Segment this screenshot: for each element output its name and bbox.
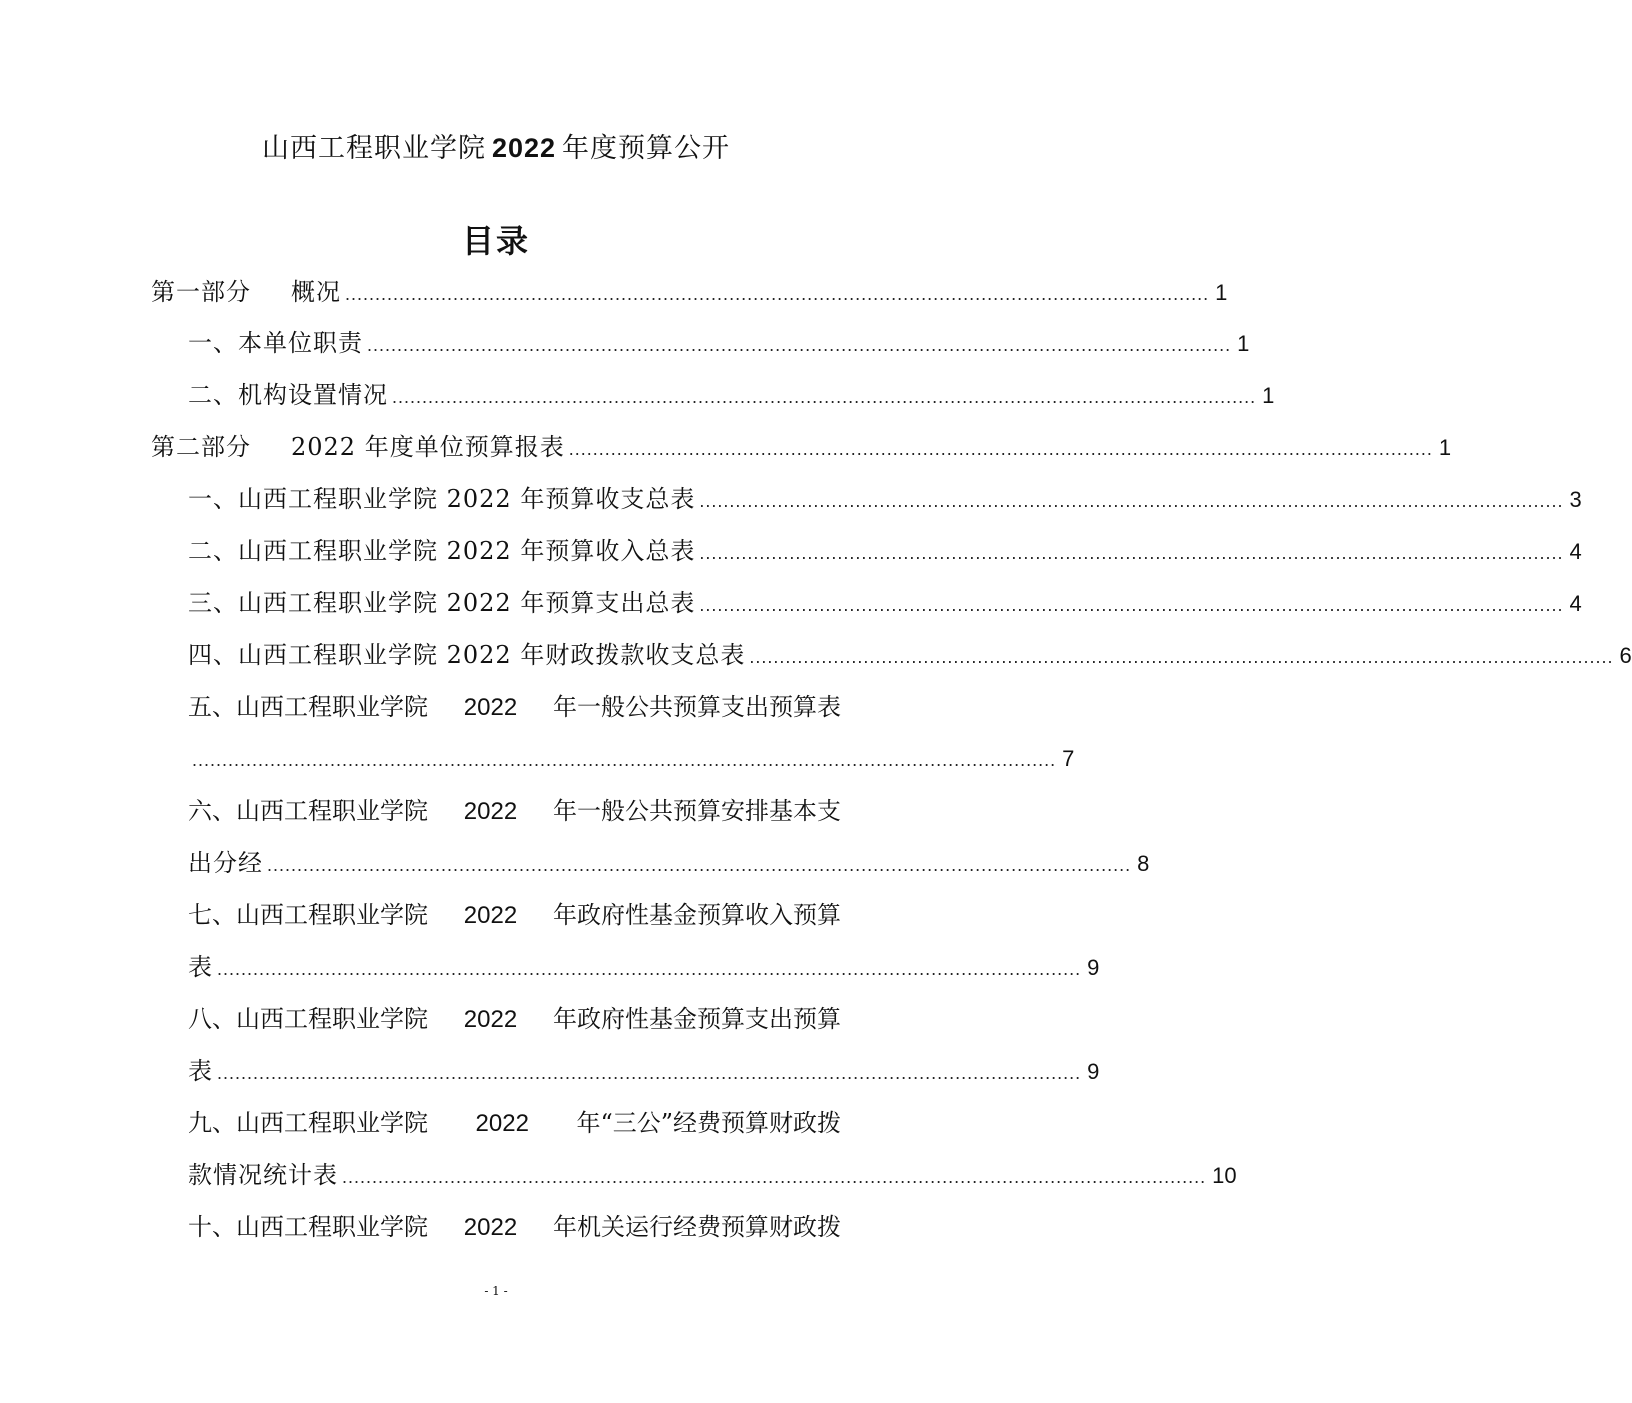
- toc-entry-text: 款情况统计表: [188, 1161, 338, 1189]
- toc-entry-text: 表: [188, 1057, 213, 1085]
- toc-leader-dots: ................................................................................................................................................: [392, 387, 1257, 407]
- toc-entry-text: 一、本单位职责: [188, 329, 363, 357]
- toc-entry-part-2[interactable]: [151, 427, 1452, 467]
- toc-entry-text: 年政府性基金预算支出预算: [552, 1005, 841, 1033]
- toc-entry-text: 八、山西工程职业学院: [188, 1005, 428, 1033]
- toc-page-number: 1: [1215, 280, 1228, 305]
- toc-leader-dots: ................................................................................................................................................: [699, 595, 1564, 615]
- toc-entry-line-1[interactable]: [188, 999, 841, 1039]
- toc-entry-text: 九、山西工程职业学院: [188, 1109, 428, 1137]
- toc-entry-text: 十、山西工程职业学院: [188, 1213, 428, 1241]
- toc-entry-text: 年一般公共预算安排基本支: [552, 797, 841, 825]
- toc-entry-text: 五、山西工程职业学院: [188, 693, 428, 721]
- toc-entry-text: 年“三公”经费预算财政拨: [576, 1109, 841, 1137]
- toc-leader-dots: ................................................................................................................................................: [699, 491, 1564, 511]
- toc-entry[interactable]: [188, 583, 1582, 623]
- toc-leader-dots: ................................................................................................................................................: [217, 959, 1082, 979]
- toc-entry[interactable]: [188, 531, 1582, 571]
- toc-entry-text: 第一部分 概况: [151, 278, 341, 306]
- toc-entry[interactable]: [188, 323, 1250, 363]
- toc-entry-text: 三、山西工程职业学院 2022 年预算支出总表: [188, 589, 696, 617]
- toc-leader-dots: ................................................................................................................................................: [267, 855, 1132, 875]
- toc-entry-line-2[interactable]: [188, 843, 1150, 883]
- toc-entry-text: 表: [188, 953, 213, 981]
- toc-leader-dots: ................................................................................................................................................: [345, 284, 1210, 304]
- toc-entry-text: 二、山西工程职业学院 2022 年预算收入总表: [188, 537, 696, 565]
- toc-entry-text: 年政府性基金预算收入预算: [552, 901, 841, 929]
- toc-page-number: 3: [1569, 487, 1582, 512]
- toc-entry-line-1[interactable]: [188, 1103, 841, 1143]
- toc-entry-text: 年一般公共预算支出预算表: [552, 693, 841, 721]
- toc-entry-year: 2022: [463, 694, 518, 721]
- toc-leader-dots: ................................................................................................................................................: [699, 543, 1564, 563]
- toc-page-number: 4: [1569, 591, 1582, 616]
- toc-page-number: 7: [1062, 746, 1075, 771]
- toc-leader-dots: ................................................................................................................................................: [342, 1167, 1207, 1187]
- toc-page-number: 1: [1438, 435, 1452, 460]
- toc-entry-text: 年机关运行经费预算财政拨: [552, 1213, 841, 1241]
- toc-entry-text: 出分经: [188, 849, 263, 877]
- toc-page-number: 1: [1237, 331, 1250, 356]
- toc-page-number: 10: [1212, 1163, 1237, 1188]
- toc-entry-line-1[interactable]: [188, 1207, 841, 1247]
- toc-entry-year: 2022: [463, 1214, 518, 1241]
- toc-entry-year: 2022: [463, 1006, 518, 1033]
- toc-page-number: 8: [1137, 851, 1150, 876]
- toc-entry-line-1[interactable]: [188, 895, 841, 935]
- toc-entry-line-2[interactable]: [188, 947, 1100, 987]
- toc-page-number: 9: [1087, 1059, 1100, 1084]
- toc-entry-text: 第二部分 2022 年度单位预算报表: [151, 433, 565, 461]
- toc-leader-dots: ................................................................................................................................................: [367, 335, 1232, 355]
- page-footer-number: - 1 -: [484, 1284, 508, 1298]
- toc-entry-line-1[interactable]: [188, 687, 841, 727]
- toc-entry[interactable]: [188, 375, 1275, 415]
- toc-entry-text: 二、机构设置情况: [188, 381, 388, 409]
- toc-entry-text: 一、山西工程职业学院 2022 年预算收支总表: [188, 485, 696, 513]
- toc-entry-year: 2022: [463, 902, 518, 929]
- title-year: 2022: [491, 133, 557, 163]
- title-prefix: 山西工程职业学院: [261, 133, 486, 164]
- toc-entry-text: 六、山西工程职业学院: [188, 797, 428, 825]
- toc-leader-dots: ................................................................................................................................................: [749, 647, 1614, 667]
- toc-entry-text: 四、山西工程职业学院 2022 年财政拨款收支总表: [188, 641, 746, 669]
- toc-entry-part-1[interactable]: [151, 272, 1228, 312]
- toc-entry[interactable]: [188, 479, 1582, 519]
- toc-page-number: 1: [1262, 383, 1275, 408]
- toc-entry-year: 2022: [463, 798, 518, 825]
- toc-page-number: 6: [1619, 643, 1632, 668]
- toc-entry-line-1[interactable]: [188, 791, 841, 831]
- toc-entry-year: 2022: [475, 1110, 529, 1137]
- toc-entry-text: 七、山西工程职业学院: [188, 901, 428, 929]
- toc-entry-line-2[interactable]: [188, 739, 1075, 779]
- toc-page-number: 4: [1569, 539, 1582, 564]
- toc-leader-dots: ................................................................................................................................................: [192, 750, 1057, 770]
- toc-leader-dots: ................................................................................................................................................: [568, 439, 1433, 459]
- toc-page-number: 9: [1087, 955, 1100, 980]
- toc-leader-dots: ................................................................................................................................................: [217, 1063, 1082, 1083]
- toc-entry[interactable]: [188, 635, 1632, 675]
- toc-entry-line-2[interactable]: [188, 1155, 1237, 1195]
- toc-entry-line-2[interactable]: [188, 1051, 1100, 1091]
- document-title: [0, 126, 992, 165]
- toc-heading: 目录: [461, 222, 530, 260]
- title-suffix: 年度预算公开: [562, 133, 731, 164]
